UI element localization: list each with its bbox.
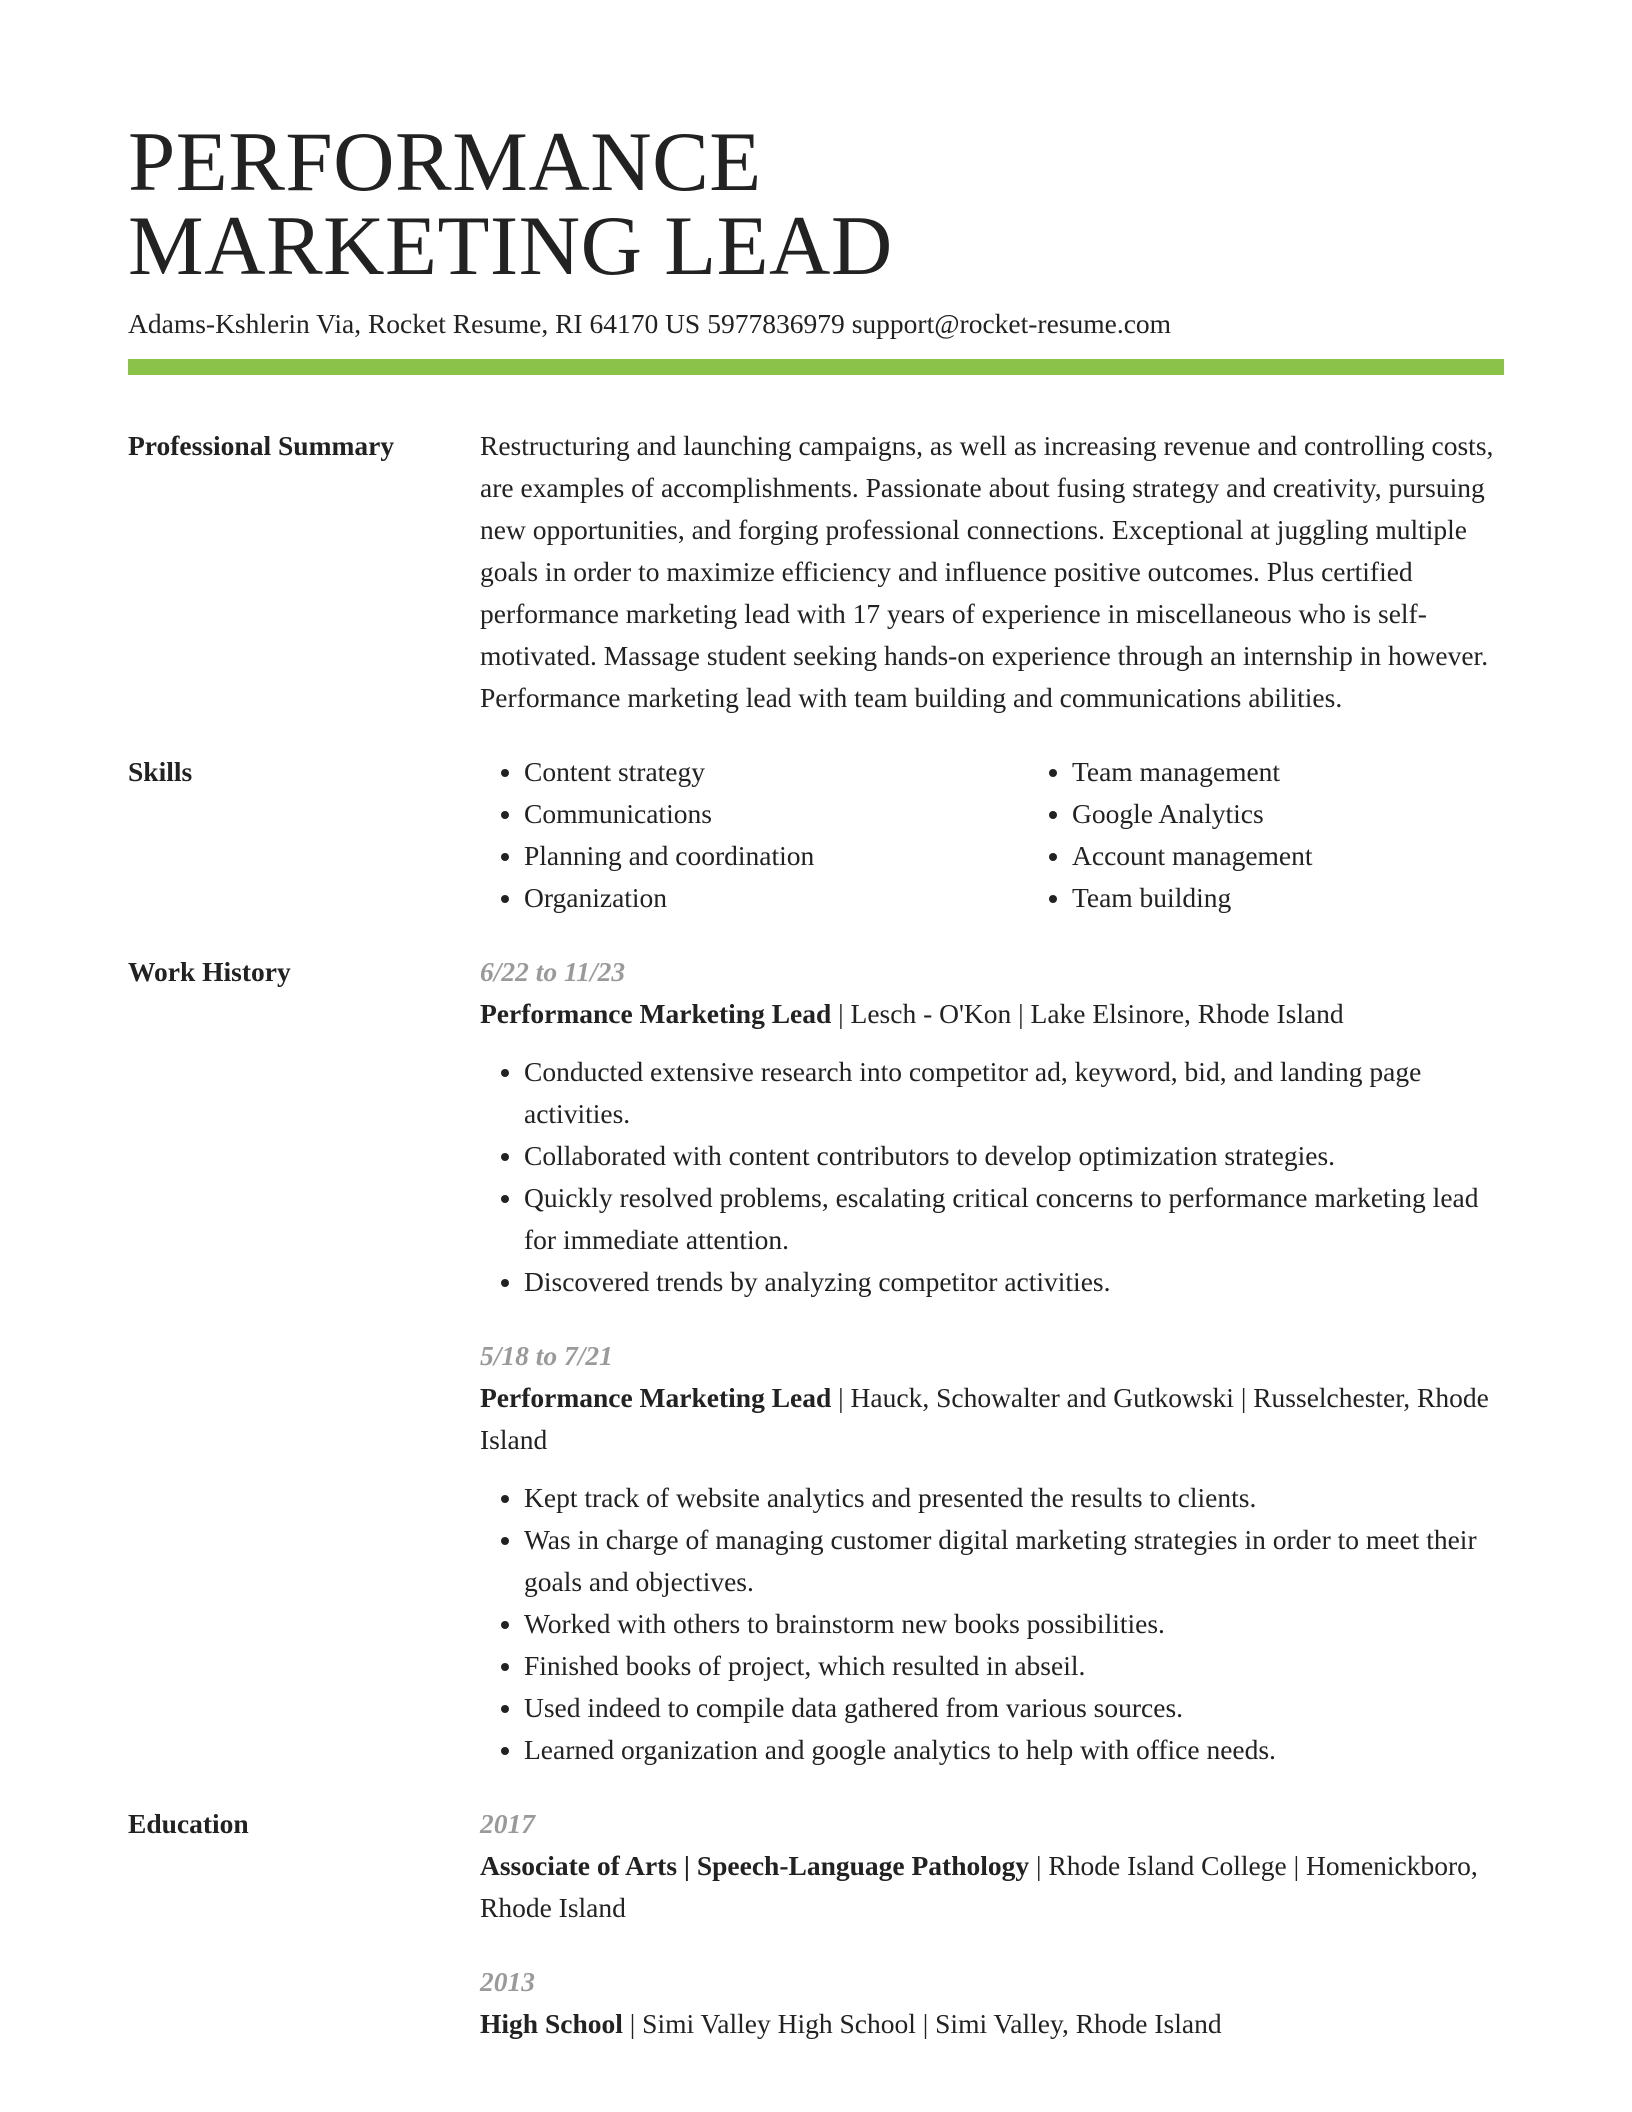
job-entry — [480, 1335, 1504, 1771]
job-bullet: • Finished books of project, which resulted in abseil. — [524, 1645, 1504, 1687]
address: Adams-Kshlerin Via, Rocket Resume, RI 64170 US — [128, 308, 701, 339]
email: support@rocket-resume.com — [851, 308, 1172, 339]
job-bullet: • Quickly resolved problems, escalating critical concerns to performance marketing lead for immediate attention. — [524, 1177, 1504, 1261]
job-bullet: • Worked with others to brainstorm new books possibilities. — [524, 1603, 1504, 1645]
summary-body — [480, 425, 1504, 719]
education-body — [480, 1803, 1504, 2045]
skill-item: • Google Analytics — [1072, 793, 1576, 835]
resume-page — [128, 115, 1504, 2045]
skill-item: • Account management — [1072, 835, 1576, 877]
education-year: 2017 — [480, 1808, 535, 1839]
skills-columns — [480, 751, 1576, 919]
job-bullet: • Conducted extensive research into competitor ad, keyword, bid, and landing page activities. — [524, 1051, 1504, 1135]
work-history-section — [128, 951, 1504, 1771]
section-title-education: Education — [128, 1808, 249, 1839]
education-entry — [480, 1961, 1504, 2045]
skills-section — [128, 751, 1504, 919]
job-bullets — [480, 1051, 1504, 1303]
section-title-work: Work History — [128, 956, 291, 987]
skill-item: • Content strategy — [524, 751, 1028, 793]
job-entry — [480, 951, 1504, 1303]
candidate-name — [128, 115, 1504, 293]
contact-line — [128, 306, 1504, 342]
education-degree: High School — [480, 2008, 623, 2039]
name-line-2: MARKETING LEAD — [128, 199, 893, 293]
education-line — [480, 1845, 1504, 1929]
job-bullet: • Was in charge of managing customer digital marketing strategies in order to meet their goals and objectives. — [524, 1519, 1504, 1603]
education-line — [480, 2003, 1504, 2045]
job-dates: 6/22 to 11/23 — [480, 956, 626, 987]
education-year: 2013 — [480, 1966, 535, 1997]
education-degree: Associate of Arts | Speech-Language Pathology — [480, 1850, 1030, 1881]
job-bullet: • Used indeed to compile data gathered from various sources. — [524, 1687, 1504, 1729]
job-bullets — [480, 1477, 1504, 1771]
job-role-line — [480, 1377, 1504, 1461]
education-school-location: | Simi Valley High School | Simi Valley, Rhode Island — [622, 2008, 1222, 2039]
job-bullet: • Kept track of website analytics and presented the results to clients. — [524, 1477, 1504, 1519]
job-role-line — [480, 993, 1504, 1035]
name-line-1: PERFORMANCE — [128, 115, 762, 209]
job-bullet: • Discovered trends by analyzing competitor activities. — [524, 1261, 1504, 1303]
work-history-body — [480, 951, 1504, 1771]
job-title: Performance Marketing Lead — [480, 998, 832, 1029]
education-school-location: | Rhode Island College | Homenickboro, Rhode Island — [480, 1850, 1478, 1923]
skill-item: • Communications — [524, 793, 1028, 835]
job-title: Performance Marketing Lead — [480, 1382, 832, 1413]
skills-list-left — [480, 751, 1028, 919]
job-company-location: | Hauck, Schowalter and Gutkowski | Russelchester, Rhode Island — [480, 1382, 1489, 1455]
skill-item: • Organization — [524, 877, 1028, 919]
skill-item: • Planning and coordination — [524, 835, 1028, 877]
section-title-skills: Skills — [128, 756, 193, 787]
summary-text: Restructuring and launching campaigns, as well as increasing revenue and controlling costs, are examples of accomplishments. Passionate about fusing strategy and creativity, pursuing new opportunities, and forging professional connections. Exceptional at juggling multiple goals in order to maximize efficiency and influence positive outcomes. Plus certified performance marketing lead with 17 years of experience in miscellaneous who is self-motivated. Massage student seeking hands-on experience through an internship in however. Performance marketing lead with team building and communications abilities. — [480, 430, 1494, 713]
education-entry — [480, 1803, 1504, 1929]
accent-divider — [128, 359, 1504, 375]
section-title-summary: Professional Summary — [128, 430, 395, 461]
job-bullet: • Learned organization and google analytics to help with office needs. — [524, 1729, 1504, 1771]
phone: 5977836979 — [707, 308, 845, 339]
job-bullet: • Collaborated with content contributors to develop optimization strategies. — [524, 1135, 1504, 1177]
education-section — [128, 1803, 1504, 2045]
skills-list-right — [1028, 751, 1576, 919]
skill-item: • Team building — [1072, 877, 1576, 919]
job-company-location: | Lesch - O'Kon | Lake Elsinore, Rhode Island — [831, 998, 1344, 1029]
summary-section — [128, 425, 1504, 719]
job-dates: 5/18 to 7/21 — [480, 1340, 613, 1371]
skill-item: • Team management — [1072, 751, 1576, 793]
